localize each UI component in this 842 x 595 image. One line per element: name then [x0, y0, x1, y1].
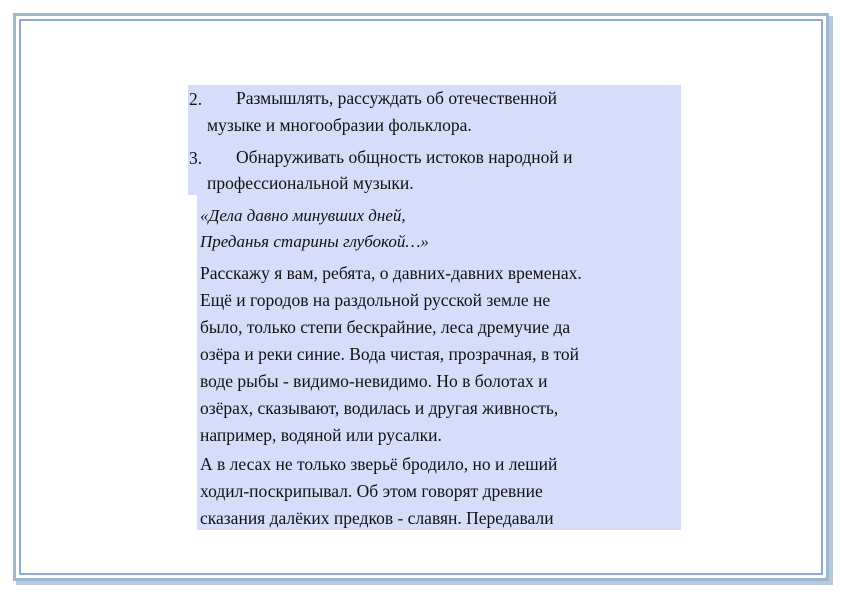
epigraph-quote — [200, 203, 429, 255]
quote-line: «Дела давно минувших дней, — [200, 206, 406, 225]
frame-shadow-right — [829, 16, 833, 584]
frame-shadow-bottom — [16, 581, 833, 585]
paragraph-line: Ещё и городов на раздольной русской земле не — [200, 290, 551, 310]
paragraph-line: Расскажу я вам, ребята, о давних-давних временах. — [200, 263, 582, 283]
paragraph-line: воде рыбы - видимо-невидимо. Но в болотах и — [200, 371, 548, 391]
list-item-text: Обнаруживать общность истоков народной и — [236, 147, 573, 167]
paragraph-line: было, только степи бескрайние, леса дремучие да — [200, 317, 571, 337]
story-paragraph — [200, 451, 685, 532]
quote-line: Преданья старины глубокой…» — [200, 232, 429, 251]
paragraph-line: например, водяной или русалки. — [200, 425, 442, 445]
paragraph-line: озёра и реки синие. Вода чистая, прозрачная, в той — [200, 344, 580, 364]
paragraph-line: сказания далёких предков - славян. Передавали — [200, 508, 554, 528]
paragraph-line: ходил-поскрипывал. Об этом говорят древние — [200, 481, 543, 501]
list-item-text: Размышлять, рассуждать об отечественной — [236, 88, 558, 108]
list-number: 2. — [189, 89, 203, 109]
list-item-text-cont: музыке и многообразии фольклора. — [207, 115, 472, 135]
list-number: 3. — [189, 148, 203, 168]
paragraph-line: А в лесах не только зверьё бродило, но и леший — [200, 454, 558, 474]
story-paragraph — [200, 260, 685, 449]
list-item-text-cont: профессиональной музыки. — [207, 173, 414, 193]
paragraph-line: озёрах, сказывают, водилась и другая живность, — [200, 398, 559, 418]
